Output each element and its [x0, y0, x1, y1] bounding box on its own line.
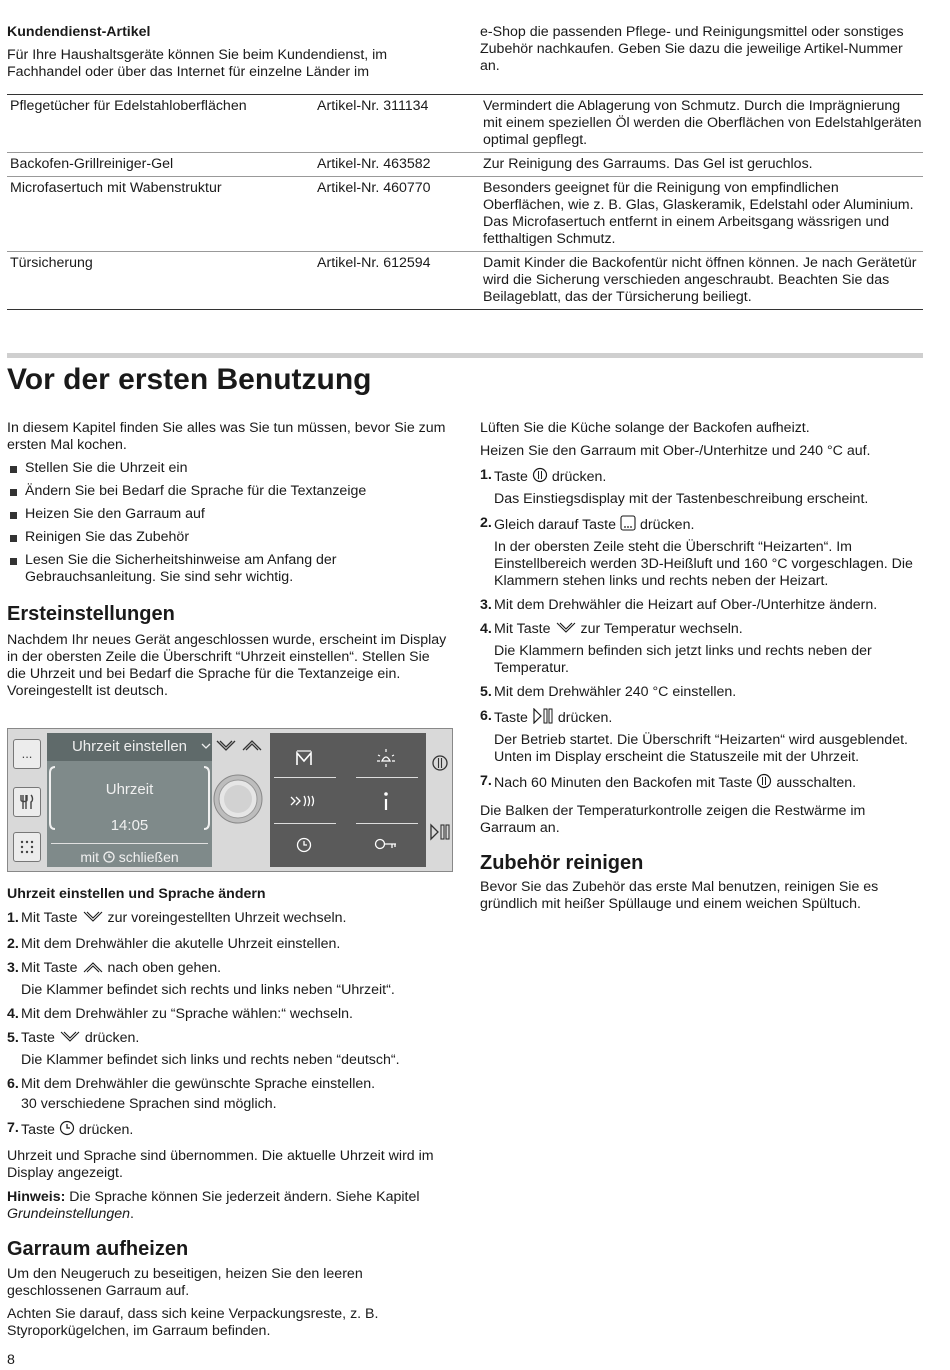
display-time: 14:05 [110, 817, 149, 834]
step-item [480, 467, 924, 508]
article-name: Backofen-Grillreiniger-Gel [10, 156, 174, 172]
list-item: Lesen Sie die Sicherheitshinweise am Anfang der Gebrauchsanleitung. Sie sind sehr wichtig. [7, 552, 451, 586]
key-icon [374, 837, 398, 851]
step-result: Das Einstiegsdisplay mit der Tastenbeschreibung erscheint. [494, 491, 869, 507]
list-item: Ändern Sie bei Bedarf die Sprache für die Textanzeige [7, 483, 451, 500]
garraum-end: Die Balken der Temperaturkontrolle zeigen die Restwärme im Garraum an. [480, 803, 866, 836]
step-text: Mit Taste [21, 960, 78, 976]
uhrzeit-section [7, 886, 451, 1340]
step-result: 30 verschiedene Sprachen sind möglich. [21, 1096, 277, 1112]
hint-paragraph: Hinweis: Die Sprache können Sie jederzeit ändern. Siehe Kapitel Grundeinstellungen. [7, 1189, 420, 1222]
step-number: 1. [480, 467, 492, 483]
chapter-title: Vor der ersten Benutzung [7, 363, 372, 396]
garraum-p2: Achten Sie darauf, dass sich keine Verpackungsreste, z. B. Styroporkügelchen, im Garraum befinden. [7, 1306, 379, 1339]
step-text: nach oben gehen. [107, 960, 222, 976]
oven-control-panel [7, 728, 453, 872]
step-result: In der obersten Zeile steht die Überschrift “Heizarten“. Im Einstellbereich werden 3D-Heißluft und 160 °C vorgeschlagen. Die Klammern stehen links und rechts neben der Heizart. [494, 539, 913, 589]
ersteinstellungen-heading: Ersteinstellungen [7, 603, 175, 625]
clock-icon [296, 837, 312, 853]
start-pause-button[interactable] [429, 823, 451, 853]
step-text: Taste [21, 1122, 55, 1138]
step-text: Mit dem Drehwähler die Heizart auf Ober-/Unterhitze ändern. [494, 597, 878, 613]
step-number: 6. [480, 708, 492, 724]
step-result: Die Klammer befindet sich links und rechts neben “deutsch“. [21, 1052, 400, 1068]
step-text: zur voreingestellten Uhrzeit wechseln. [107, 910, 347, 926]
ersteinstellungen-text: Nachdem Ihr neues Gerät angeschlossen wurde, erscheint im Display in der obersten Zeile die Überschrift “Uhrzeit einstellen“. Stellen Sie die Uhrzeit und bei Bedarf die Sprache für die Textanzeige ein. Voreingestellt ist deutsch. [7, 632, 447, 699]
step-number: 2. [480, 515, 492, 531]
cutlery-icon [19, 793, 35, 811]
step-number: 5. [480, 684, 492, 700]
display-screen [47, 733, 212, 867]
step-item [7, 1006, 451, 1023]
step-text: Taste [494, 469, 528, 485]
step-text: drücken. [78, 1122, 134, 1138]
step-text: Mit dem Drehwähler die akutelle Uhrzeit einstellen. [21, 936, 341, 952]
step-number: 3. [7, 960, 19, 976]
uhrzeit-result: Uhrzeit und Sprache sind übernommen. Die aktuelle Uhrzeit wird im Display angezeigt. [7, 1148, 434, 1181]
step-number: 7. [7, 1120, 19, 1136]
chevron-up-icon [82, 960, 104, 979]
grid-icon [19, 839, 35, 855]
step-text: Mit Taste [494, 621, 551, 637]
article-name: Türsicherung [10, 255, 93, 271]
accessory-button[interactable] [13, 787, 41, 817]
display-divider [51, 843, 208, 844]
info-button[interactable] [356, 791, 416, 816]
article-desc: Besonders geeignet für die Reinigung von empfindlichen Oberflächen, wie z. B. Glas, Glaskeramik, Edelstahl oder Aluminium. Das Microfasertuch entfernt in einem Arbeitsgang wässrigen und fetthaltigen Schmutz. [483, 180, 914, 247]
right-column [480, 420, 924, 913]
chapter-divider [7, 353, 923, 358]
rotary-selector[interactable] [213, 769, 263, 829]
step-text: drücken. [551, 469, 607, 485]
kundendienst-text-right: e-Shop die passenden Pflege- und Reinigungsmittel oder sonstiges Zubehör nachkaufen. Geben Sie dazu die jeweilige Artikel-Nummer an. [480, 24, 904, 74]
article-nr: Artikel-Nr. 612594 [317, 255, 431, 271]
step-text: drücken. [84, 1030, 140, 1046]
article-desc: Vermindert die Ablagerung von Schmutz. Durch die Imprägnierung mit einem speziellen Öl werden die Oberflächen von Edelstahlgeräten optimal gepflegt. [483, 98, 922, 148]
step-text: Mit dem Drehwähler 240 °C einstellen. [494, 684, 737, 700]
article-nr: Artikel-Nr. 463582 [317, 156, 431, 172]
start-pause-icon [429, 823, 451, 841]
power-icon [532, 467, 548, 488]
step-item [7, 1120, 451, 1141]
step-text: Nach 60 Minuten den Backofen mit Taste [494, 775, 753, 791]
step-item [480, 773, 924, 794]
left-column [7, 420, 451, 700]
step-number: 7. [480, 773, 492, 789]
hot-air-icon [289, 793, 319, 809]
power-icon [431, 753, 449, 773]
step-item [480, 708, 924, 766]
step-result: Der Betrieb startet. Die Überschrift “Heizarten“ wird ausgeblendet. Unten im Display erscheint die Statuszeile mit der Uhrzeit. [494, 732, 908, 765]
step-item [7, 936, 451, 953]
display-label: Uhrzeit [105, 781, 154, 798]
garraum-r2: Heizen Sie den Garraum mit Ober-/Unterhitze und 240 °C auf. [480, 443, 871, 459]
zubehoer-heading: Zubehör reinigen [480, 852, 644, 874]
step-number: 4. [480, 621, 492, 637]
kundendienst-heading: Kundendienst-Artikel [7, 24, 151, 40]
chevron-down-icon [214, 733, 238, 757]
info-icon [381, 791, 391, 811]
dots-icon [620, 515, 636, 536]
step-text: Taste [21, 1030, 55, 1046]
step-text: Gleich darauf Taste [494, 517, 616, 533]
childlock-button[interactable] [356, 837, 416, 856]
rotary-knob-icon [213, 769, 263, 829]
up-button[interactable] [240, 733, 264, 757]
step-number: 5. [7, 1030, 19, 1046]
function-keys-area [270, 733, 426, 867]
power-icon [756, 773, 772, 794]
start-pause-icon [532, 708, 554, 729]
microwave-button[interactable] [274, 749, 334, 772]
step-item [7, 960, 451, 999]
light-icon [375, 747, 397, 769]
page-number: 8 [7, 1352, 15, 1368]
step-text: Taste [494, 710, 528, 726]
clock-icon [103, 851, 115, 863]
list-item: Stellen Sie die Uhrzeit ein [7, 460, 451, 477]
step-text: ausschalten. [776, 775, 857, 791]
intro-text: In diesem Kapitel finden Sie alles was Sie tun müssen, bevor Sie zum ersten Mal kochen. [7, 420, 446, 453]
step-text: Mit dem Drehwähler die gewünschte Sprache einstellen. [21, 1076, 376, 1092]
table-row [7, 152, 923, 176]
step-text: Mit Taste [21, 910, 78, 926]
bullet-icon [10, 535, 17, 542]
bullet-icon [10, 558, 17, 565]
list-item: Reinigen Sie das Zubehör [7, 529, 451, 546]
step-number: 3. [480, 597, 492, 613]
uhrzeit-heading: Uhrzeit einstellen und Sprache ändern [7, 886, 266, 902]
article-desc: Zur Reinigung des Garraums. Das Gel ist geruchlos. [483, 156, 813, 172]
step-item [7, 910, 451, 929]
down-button[interactable] [214, 733, 238, 757]
zubehoer-text: Bevor Sie das Zubehör das erste Mal benutzen, reinigen Sie es gründlich mit heißer Spüllauge und einem weichen Spültuch. [480, 879, 879, 912]
bullet-icon [10, 466, 17, 473]
list-item: Heizen Sie den Garraum auf [7, 506, 451, 523]
kundendienst-section [7, 24, 451, 81]
step-text: drücken. [639, 517, 695, 533]
step-text: Mit dem Drehwähler zu “Sprache wählen:“ wechseln. [21, 1006, 353, 1022]
step-text: zur Temperatur wechseln. [580, 621, 743, 637]
article-name: Microfasertuch mit Wabenstruktur [10, 180, 222, 196]
table-row [7, 251, 923, 309]
step-number: 2. [7, 936, 19, 952]
step-text: drücken. [557, 710, 613, 726]
display-header: Uhrzeit einstellen [47, 733, 212, 761]
bullet-icon [10, 489, 17, 496]
article-desc: Damit Kinder die Backofentür nicht öffnen können. Je nach Gerätetür wird die Sicherung verschieden angeschraubt. Beachten Sie das Beilageblatt, das der Türsicherung beiliegt. [483, 255, 917, 305]
chevron-down-small-icon [201, 739, 211, 749]
step-number: 1. [7, 910, 19, 926]
bullet-icon [10, 512, 17, 519]
step-result: Die Klammer befindet sich rechts und links neben “Uhrzeit“. [21, 982, 395, 998]
garraum-r1: Lüften Sie die Küche solange der Backofen aufheizt. [480, 420, 810, 436]
heating-mode-button[interactable] [274, 793, 334, 813]
article-nr: Artikel-Nr. 460770 [317, 180, 431, 196]
step-item [480, 515, 924, 590]
step-number: 6. [7, 1076, 19, 1092]
step-item [480, 621, 924, 677]
step-item [7, 1076, 451, 1113]
menu-m-icon [295, 749, 313, 767]
chevron-down-icon [82, 910, 104, 929]
garraum-heading: Garraum aufheizen [7, 1238, 189, 1260]
chevron-down-icon [555, 621, 577, 640]
step-item [7, 1030, 451, 1069]
kundendienst-text-left: Für Ihre Haushaltsgeräte können Sie beim Kundendienst, im Fachhandel oder über das Internet für einzelne Länder im [7, 47, 388, 80]
clock-icon [59, 1120, 75, 1141]
table-row [7, 176, 923, 251]
step-result: Die Klammern befinden sich jetzt links und rechts neben der Temperatur. [494, 643, 872, 676]
article-nr: Artikel-Nr. 311134 [317, 98, 429, 114]
display-footer: mit schließen [80, 849, 179, 865]
garraum-p1: Um den Neugeruch zu beseitigen, heizen Sie den leeren geschlossenen Garraum auf. [7, 1266, 363, 1299]
chevron-down-icon [59, 1030, 81, 1049]
light-button[interactable] [356, 747, 416, 774]
step-item [480, 597, 924, 614]
chevron-up-icon [240, 733, 264, 757]
article-table [7, 94, 923, 310]
settings-button[interactable] [13, 832, 41, 862]
timer-button[interactable] [274, 837, 334, 858]
dots-button[interactable]: ... [13, 739, 41, 769]
step-number: 4. [7, 1006, 19, 1022]
power-button[interactable] [429, 753, 451, 783]
table-row [7, 95, 923, 152]
article-name: Pflegetücher für Edelstahloberflächen [10, 98, 247, 114]
step-item [480, 684, 924, 701]
